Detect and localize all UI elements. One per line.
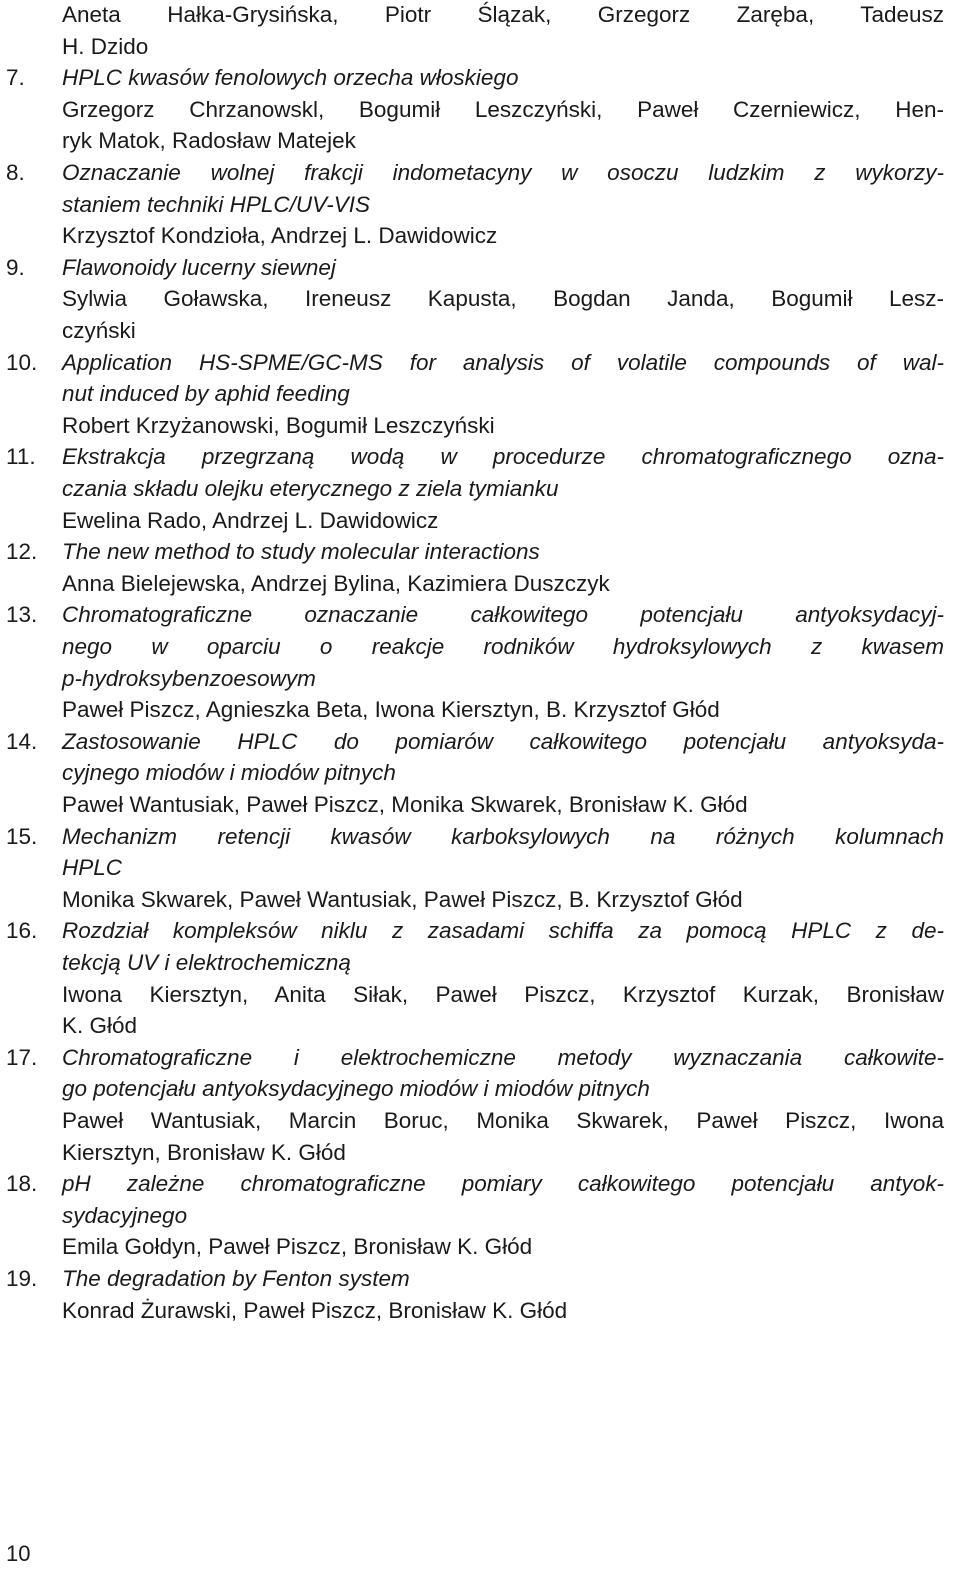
- entry-authors-line: Sylwia Goławska, Ireneusz Kapusta, Bogdan Janda, Bogumił Lesz-: [62, 286, 944, 312]
- entry-title-line: pH zależne chromatograficzne pomiary całkowitego potencjału antyok-: [62, 1171, 944, 1197]
- entry-authors-line: Konrad Żurawski, Paweł Piszcz, Bronisław K. Głód: [62, 1297, 568, 1323]
- entry-number: 12.: [6, 539, 38, 565]
- entry-authors-line: czyński: [62, 318, 136, 343]
- entry-title-line: Rozdział kompleksów niklu z zasadami schiffa za pomocą HPLC z de-: [62, 918, 944, 944]
- entry-title-line: cyjnego miodów i miodów pitnych: [62, 760, 396, 786]
- entry-number: 19.: [6, 1266, 38, 1291]
- entry-title-line: Application HS-SPME/GC-MS for analysis of volatile compounds of wal-: [62, 349, 944, 375]
- entry-authors-line: Emila Gołdyn, Paweł Piszcz, Bronisław K. Głód: [62, 1234, 533, 1260]
- entry-number: 18.: [6, 1171, 38, 1197]
- entry-authors-line: K. Głód: [62, 1013, 138, 1039]
- entry-authors-line: Grzegorz Chrzanowskl, Bogumił Leszczyński, Paweł Czerniewicz, Hen-: [62, 96, 944, 122]
- entry-authors-line: Paweł Piszcz, Agnieszka Beta, Iwona Kiersztyn, B. Krzysztof Głód: [62, 697, 720, 723]
- entry-title-line: HPLC kwasów fenolowych orzecha włoskiego: [62, 65, 519, 91]
- entry-title-line: Chromatograficzne oznaczanie całkowitego potencjału antyoksydacyj-: [62, 602, 944, 628]
- entry-title-line: Mechanizm retencji kwasów karboksylowych na różnych kolumnach: [62, 823, 944, 849]
- entry-title-line: p-hydroksybenzoesowym: [62, 665, 316, 691]
- entry-authors-line: ryk Matok, Radosław Matejek: [62, 128, 356, 154]
- entry-title-line: czania składu olejku eterycznego z ziela tymianku: [62, 476, 559, 501]
- entry-number: 11.: [6, 444, 36, 470]
- entry-number: 10.: [6, 349, 38, 375]
- entry-authors-line: Paweł Wantusiak, Paweł Piszcz, Monika Skwarek, Bronisław K. Głód: [62, 792, 748, 817]
- entry-title-line: HPLC: [62, 855, 123, 881]
- entry-title-line: The new method to study molecular interactions: [62, 539, 540, 565]
- entry-number: 7.: [6, 65, 25, 91]
- page-number: 10: [6, 1541, 31, 1566]
- entry-authors-line: H. Dzido: [62, 33, 149, 59]
- entry-title-line: Zastosowanie HPLC do pomiarów całkowitego potencjału antyoksyda-: [62, 728, 944, 754]
- entry-title-line: The degradation by Fenton system: [62, 1266, 410, 1291]
- entry-title-line: sydacyjnego: [62, 1202, 188, 1228]
- entry-title-line: Chromatograficzne i elektrochemiczne metody wyznaczania całkowite-: [62, 1044, 944, 1070]
- entry-title-line: nego w oparciu o reakcje rodników hydroksylowych z kwasem: [62, 634, 944, 659]
- entry-authors-line: Kiersztyn, Bronisław K. Głód: [62, 1139, 346, 1165]
- entry-authors-line: Iwona Kiersztyn, Anita Siłak, Paweł Piszcz, Krzysztof Kurzak, Bronisław: [62, 981, 944, 1007]
- entry-authors-line: Anna Bielejewska, Andrzej Bylina, Kazimiera Duszczyk: [62, 570, 610, 596]
- entry-title-line: Flawonoidy lucerny siewnej: [62, 254, 336, 280]
- entry-title-line: nut induced by aphid feeding: [62, 381, 350, 407]
- entry-number: 8.: [6, 160, 25, 185]
- entry-title-line: staniem techniki HPLC/UV-VIS: [62, 191, 371, 217]
- entry-number: 16.: [6, 918, 38, 944]
- entry-title-line: tekcją UV i elektrochemiczną: [62, 950, 351, 975]
- entry-authors-line: Robert Krzyżanowski, Bogumił Leszczyński: [62, 412, 495, 438]
- entry-number: 17.: [6, 1044, 38, 1070]
- entry-number: 14.: [6, 728, 38, 754]
- entry-number: 13.: [6, 602, 38, 628]
- entry-number: 9.: [6, 254, 25, 280]
- entry-authors-line: Krzysztof Kondzioła, Andrzej L. Dawidowicz: [62, 223, 498, 249]
- entry-authors-line: Paweł Wantusiak, Marcin Boruc, Monika Skwarek, Paweł Piszcz, Iwona: [62, 1108, 944, 1133]
- entry-title-line: Oznaczanie wolnej frakcji indometacyny w osoczu ludzkim z wykorzy-: [62, 160, 944, 185]
- entry-number: 15.: [6, 823, 38, 849]
- entry-authors-line: Ewelina Rado, Andrzej L. Dawidowicz: [62, 507, 439, 533]
- entry-title-line: go potencjału antyoksydacyjnego miodów i miodów pitnych: [62, 1076, 650, 1102]
- entry-title-line: Ekstrakcja przegrzaną wodą w procedurze chromatograficznego ozna-: [62, 444, 944, 470]
- entry-authors-line: Aneta Hałka-Grysińska, Piotr Ślązak, Grzegorz Zaręba, Tadeusz: [62, 2, 944, 27]
- entry-authors-line: Monika Skwarek, Paweł Wantusiak, Paweł Piszcz, B. Krzysztof Głód: [62, 886, 743, 912]
